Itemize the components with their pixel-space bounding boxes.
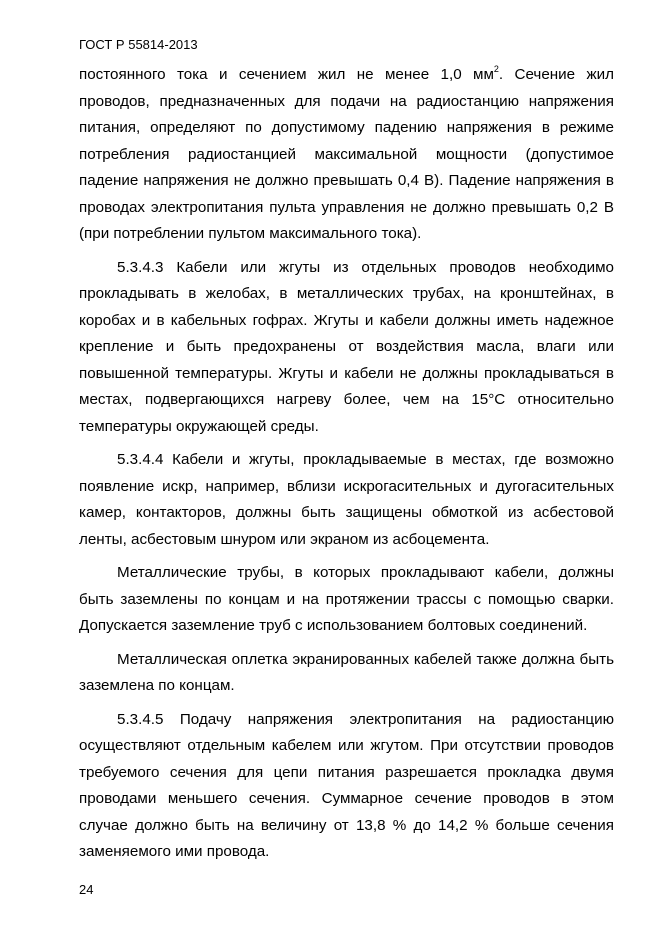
- page-number: 24: [79, 882, 94, 897]
- document-header: ГОСТ Р 55814-2013: [79, 37, 198, 52]
- paragraph-5-3-4-3: 5.3.4.3 Кабели или жгуты из отдельных проводов необходимо прокладывать в желобах, в металлических трубах, на кронштейнах, в коробах и в кабельных гофрах. Жгуты и кабели должны иметь надежное крепление и быть предохранены от воздействия масла, влаги или повышенной температуры. Жгуты и кабели не должны прокладываться в местах, подвергающихся нагреву более, чем на 15°С относительно температуры окружающей среды.: [79, 258, 614, 435]
- paragraph-metal-braid: Металлическая оплетка экранированных кабелей также должна быть заземлена по концам.: [79, 650, 614, 694]
- superscript: 2: [493, 64, 499, 74]
- paragraph-5-3-4-4: 5.3.4.4 Кабели и жгуты, прокладываемые в местах, где возможно появление искр, например, вблизи искрогасительных и дугогасительных камер, контакторов, должны быть защищены обмоткой из асбестовой ленты, асбестовым шнуром или экраном из асбоцемента.: [79, 451, 614, 548]
- paragraph-text: . Сечение жил проводов, предназначенных для подачи на радиостанцию напряжения питания, определяют по допустимому падению напряжения в режиме потребления радиостанцией максимальной мощности (допустимое падение напряжения не должно превышать 0,4 В). Падение напряжения в проводах электропитания пульта управления не должно превышать 0,2 В (при потреблении пультом максимального тока).: [79, 66, 614, 242]
- paragraph-text: постоянного тока и сечением жил не менее 1,0 мм: [79, 66, 494, 83]
- paragraph-continuation: [79, 62, 614, 248]
- paragraph-metal-pipes: Металлические трубы, в которых прокладывают кабели, должны быть заземлены по концам и на протяжении трассы с помощью сварки. Допускается заземление труб с использованием болтовых соединений.: [79, 564, 614, 634]
- paragraph-5-3-4-5: 5.3.4.5 Подачу напряжения электропитания на радиостанцию осуществляют отдельным кабелем или жгутом. При отсутствии проводов требуемого сечения для цепи питания разрешается прокладка двумя проводами меньшего сечения. Суммарное сечение проводов в этом случае должно быть на величину от 13,8 % до 14,2 % больше сечения заменяемого ими провода.: [79, 710, 614, 860]
- document-body: [79, 62, 614, 873]
